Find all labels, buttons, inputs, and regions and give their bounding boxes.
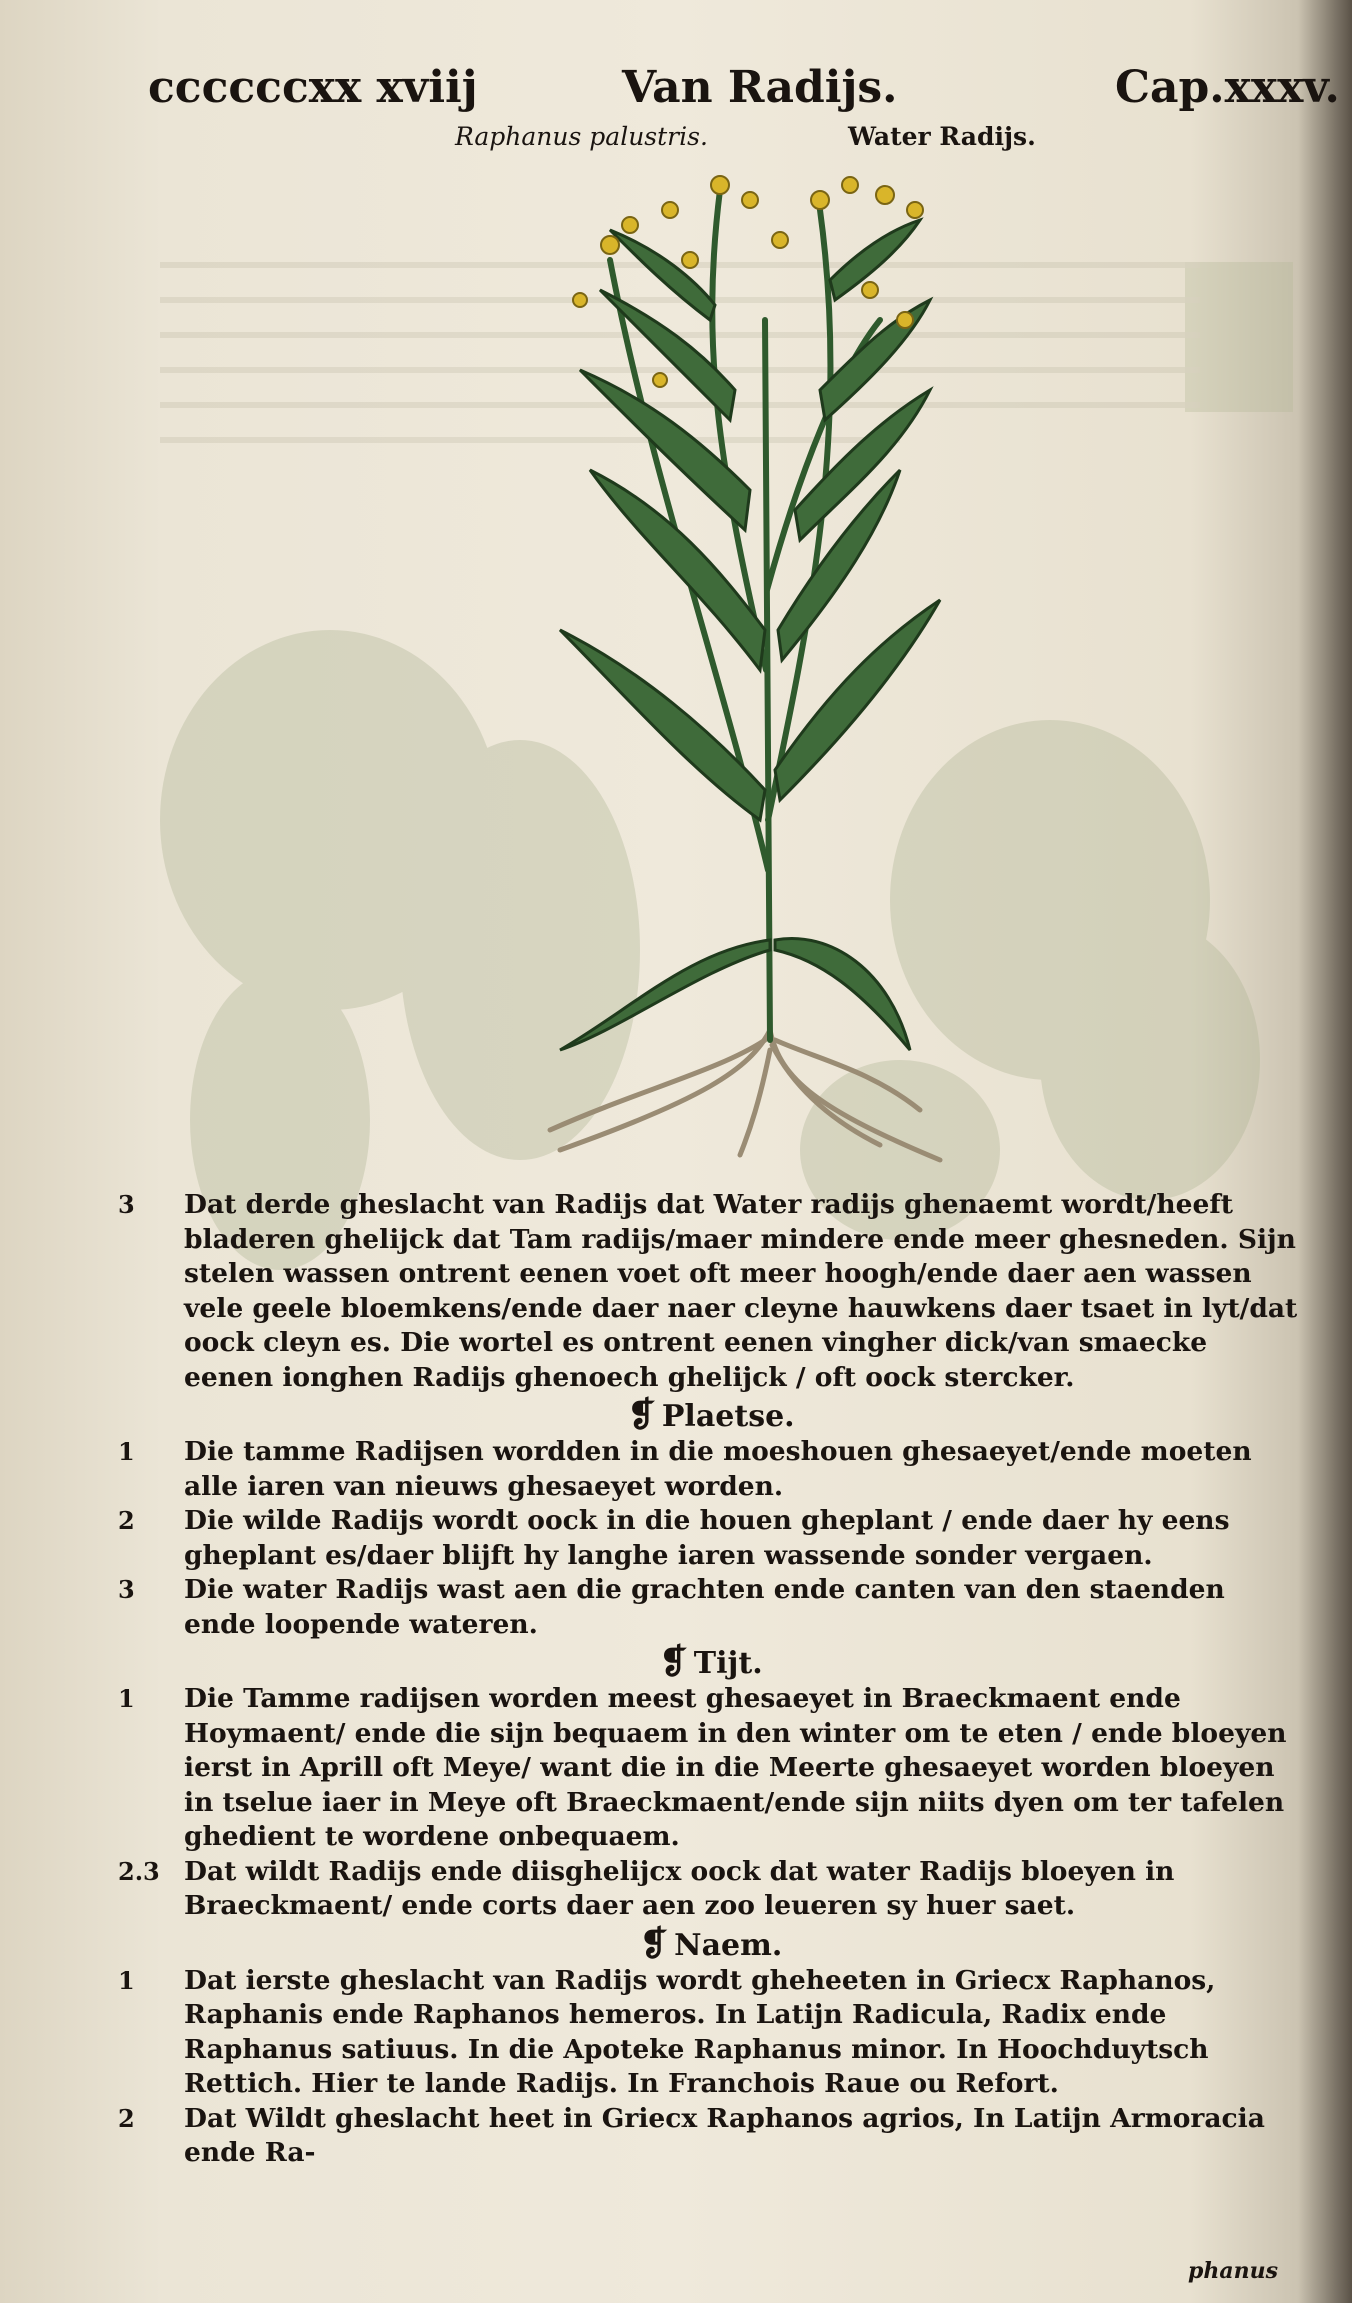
paragraph-text: Dat wildt Radijs ende diisghelijcx oock dat water Radijs bloeyen in Braeckmaent/ ende corts daer aen zoo leueren sy huer saet. [184,1855,1175,1921]
chapter-body-text [118,1188,1304,2171]
numbered-paragraph [118,2102,1304,2171]
section-heading-label: Tijt. [693,1646,763,1681]
paragraph-text: Die wilde Radijs wordt oock in die houen gheplant / ende daer hy eens gheplant es/daer blijft hy langhe iaren wassende sonder vergaen. [184,1505,1230,1571]
paragraph-number: 1 [118,1684,135,1713]
paragraph-number: 3 [118,1575,135,1604]
paragraph-number: 2 [118,2103,135,2133]
folio-number: ccccccxx xviij [148,62,478,113]
paragraph-text: Dat ierste gheslacht van Radijs wordt gheheeten in Griecx Raphanos, Raphanis ende Raphanos hemeros. In Latijn Radicula, Radix ende Raphanus satiuus. In die Apoteke Raphanus minor. In Hoochduytsch Rettich. Hier te lande Radijs. In Franchois Raue ou Refort. [184,1964,1216,2099]
caption-dutch-name: Water Radijs. [848,122,1036,151]
caption-latin-name: Raphanus palustris. [455,122,708,151]
water-radish-plant-illustration [520,170,950,1170]
pilcrow-icon: ❡ [639,1923,669,1964]
numbered-paragraph [118,1682,1304,1855]
numbered-paragraph [118,1964,1304,2102]
paragraph-number: 1 [118,1965,135,1995]
page-running-title: Van Radijs. [622,62,898,113]
section-heading-label: Naem. [674,1927,783,1963]
pilcrow-icon: ❡ [627,1395,656,1435]
section-heading [118,1923,1304,1964]
numbered-paragraph [118,1573,1304,1642]
paragraph-number: 1 [118,1437,135,1466]
section-heading [118,1644,1304,1682]
catchword: phanus [1187,2258,1278,2284]
paragraph-text: Dat Wildt gheslacht heet in Griecx Raphanos agrios, In Latijn Armoracia ende Ra- [184,2102,1265,2168]
paragraph-number: 2 [118,1506,135,1535]
paragraph-text: Die water Radijs wast aen die grachten ende canten van den staenden ende loopende wateren. [184,1574,1225,1640]
paragraph-text: Die tamme Radijsen wordden in die moeshouen ghesaeyet/ende moeten alle iaren van nieuws ghesaeyet worden. [184,1436,1252,1502]
chapter-number: Cap.xxxv. [1115,62,1340,113]
paragraph-number: 3 [118,1190,135,1219]
section-heading-label: Plaetse. [661,1399,795,1434]
paragraph-number: 2.3 [118,1856,160,1886]
section-heading [118,1397,1304,1435]
numbered-paragraph [118,1504,1304,1573]
paragraph-text: Dat derde gheslacht van Radijs dat Water radijs ghenaemt wordt/heeft bladeren ghelijck dat Tam radijs/maer mindere ende meer ghesneden. Sijn stelen wassen ontrent eenen voet oft meer hoogh/ende daer aen wassen vele geele bloemkens/ende daer naer cleyne hauwkens daer tsaet in lyt/dat oock cleyn es. Die wortel es ontrent eenen vingher dick/van smaecke eenen ionghen Radijs ghenoech ghelijck / oft oock stercker. [184,1189,1298,1393]
pilcrow-icon: ❡ [659,1642,688,1682]
paragraph-text: Die Tamme radijsen worden meest ghesaeyet in Braeckmaent ende Hoymaent/ ende die sijn bequaem in den winter om te eten / ende bloeyen ierst in Aprill oft Meye/ want die in die Meerte ghesaeyet worden bloeyen in tselue iaer in Meye oft Braeckmaent/ende sijn niits dyen om ter tafelen ghedient te wordene onbequaem. [184,1683,1287,1852]
numbered-paragraph [118,1435,1304,1504]
numbered-paragraph [118,1855,1304,1924]
catchword-container [0,2256,1290,2286]
numbered-paragraph [118,1188,1304,1395]
